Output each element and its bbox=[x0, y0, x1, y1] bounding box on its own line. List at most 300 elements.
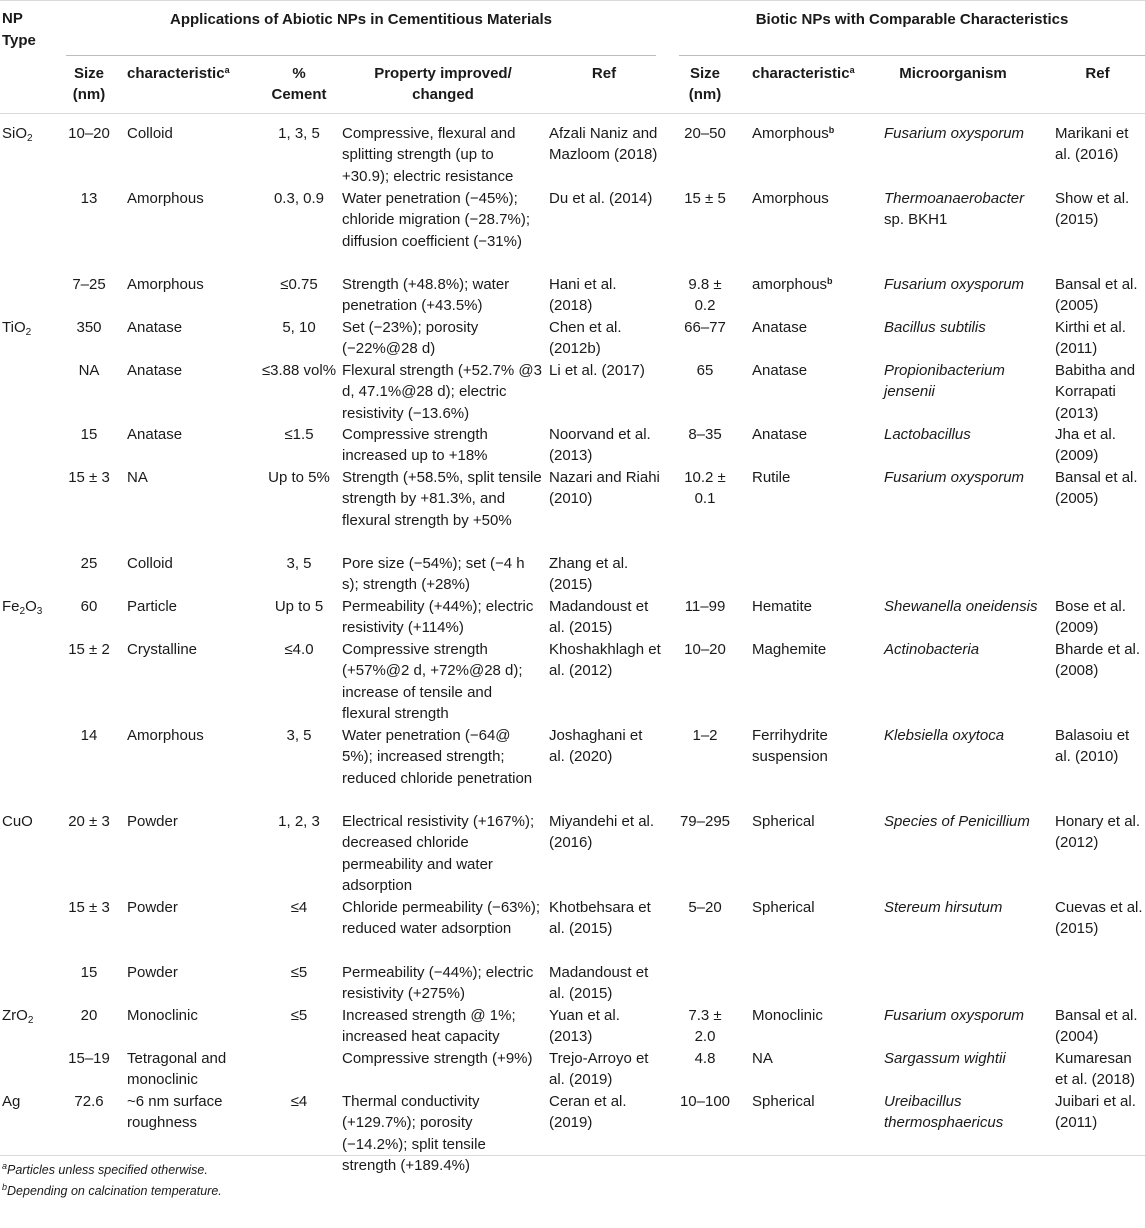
bio-size-cell bbox=[676, 639, 734, 660]
bio-size-cell bbox=[676, 1048, 734, 1069]
bio-size-cell bbox=[676, 596, 734, 617]
property-cell bbox=[342, 725, 542, 789]
cement-cell-text: ≤4 bbox=[290, 899, 308, 916]
ref-cell bbox=[549, 811, 661, 854]
size-cell bbox=[62, 897, 116, 918]
property-cell-text: Compressive strength (+9%) bbox=[342, 1050, 533, 1067]
bio-size-cell bbox=[676, 811, 734, 832]
bio-characteristic-cell bbox=[752, 811, 870, 832]
size-cell bbox=[62, 123, 116, 144]
ref-cell bbox=[549, 467, 661, 510]
property-cell bbox=[342, 123, 542, 187]
ref-cell-text: Madandoust et al. (2015) bbox=[549, 598, 649, 637]
bio-characteristic-cell bbox=[752, 360, 870, 381]
characteristic-cell-text: Anatase bbox=[127, 362, 183, 379]
cement-cell bbox=[260, 553, 338, 574]
microorganism-cell-text: Fusarium oxysporum bbox=[884, 125, 1025, 142]
ref-cell-text: Du et al. (2014) bbox=[549, 190, 653, 207]
property-cell-text: Pore size (−54%); set (−4 h s); strength (+28%) bbox=[342, 555, 525, 594]
bio-characteristic-header bbox=[752, 63, 877, 84]
size-cell bbox=[62, 1048, 116, 1069]
biotic-group-rule bbox=[679, 55, 1145, 56]
bio-size-header-line2: (nm) bbox=[688, 86, 722, 104]
np-type-label bbox=[2, 811, 60, 832]
size-cell bbox=[62, 1005, 116, 1026]
characteristic-cell-text: Colloid bbox=[127, 555, 173, 572]
property-cell bbox=[342, 553, 542, 596]
np-type-subscript: 3 bbox=[36, 606, 43, 617]
property-cell-text: Permeability (−44%); electric resistivity (+275%) bbox=[342, 964, 534, 1003]
bio-size-cell bbox=[676, 188, 734, 209]
size-cell-text: 350 bbox=[76, 319, 102, 336]
size-cell bbox=[62, 274, 116, 295]
microorganism-cell bbox=[884, 1005, 1044, 1026]
characteristic-cell bbox=[127, 553, 257, 574]
bio-ref-cell bbox=[1055, 639, 1143, 682]
property-header-line1: Property improved/ bbox=[374, 65, 512, 82]
cement-cell-text: 0.3, 0.9 bbox=[273, 190, 325, 207]
bio-ref-cell bbox=[1055, 1048, 1143, 1091]
bio-characteristic-cell bbox=[752, 1005, 870, 1026]
property-cell-text: Increased strength @ 1%; increased heat capacity bbox=[342, 1007, 516, 1046]
characteristic-cell bbox=[127, 596, 257, 617]
bio-size-cell-text: 8–35 bbox=[688, 426, 722, 443]
property-cell-text: Compressive, flexural and splitting strength (up to +30.9); electric resistance bbox=[342, 125, 516, 185]
microorganism-cell-text: Thermoanaerobacter bbox=[884, 190, 1025, 207]
microorganism-cell bbox=[884, 639, 1044, 660]
characteristic-cell-text: Colloid bbox=[127, 125, 173, 142]
property-header-line2: changed bbox=[412, 86, 474, 104]
np-type-header-line1: NP bbox=[2, 10, 23, 27]
ref-cell-text: Li et al. (2017) bbox=[549, 362, 645, 379]
property-cell-text: Chloride permeability (−63%); reduced water adsorption bbox=[342, 899, 541, 938]
bio-characteristic-header-sup: a bbox=[849, 65, 855, 75]
size-cell-text: 20 bbox=[80, 1007, 98, 1024]
np-type-subscript: 2 bbox=[27, 133, 33, 144]
property-cell-text: Set (−23%); porosity (−22%@28 d) bbox=[342, 319, 479, 358]
bio-size-cell bbox=[676, 467, 734, 510]
bio-ref-cell-text: Kumaresan et al. (2018) bbox=[1055, 1050, 1136, 1089]
size-cell bbox=[62, 360, 116, 381]
size-cell bbox=[62, 553, 116, 574]
np-type-base: SiO bbox=[2, 125, 28, 142]
np-type-label bbox=[2, 1005, 60, 1026]
bio-size-header-line1: Size bbox=[689, 65, 720, 82]
cement-cell bbox=[260, 424, 338, 445]
property-cell bbox=[342, 811, 542, 896]
characteristic-header-text: characteristic bbox=[127, 65, 225, 82]
characteristic-cell-text: Monoclinic bbox=[127, 1007, 198, 1024]
microorganism-cell bbox=[884, 274, 1044, 295]
bio-ref-cell bbox=[1055, 123, 1143, 166]
np-type-subscript: 2 bbox=[27, 1015, 34, 1026]
bio-size-cell bbox=[676, 1005, 734, 1048]
microorganism-header: Microorganism bbox=[899, 65, 1007, 82]
characteristic-cell-text: NA bbox=[127, 469, 148, 486]
bio-ref-cell bbox=[1055, 467, 1143, 510]
bio-size-cell bbox=[676, 897, 734, 918]
property-cell bbox=[342, 188, 542, 252]
characteristic-cell bbox=[127, 897, 257, 918]
bio-ref-cell-text: Marikani et al. (2016) bbox=[1055, 125, 1129, 164]
property-cell-text: Permeability (+44%); electric resistivity (+114%) bbox=[342, 598, 534, 637]
bio-characteristic-cell-text: Monoclinic bbox=[752, 1007, 823, 1024]
property-cell-text: Thermal conductivity (+129.7%); porosity (−14.2%); split tensile strength (+189.4%) bbox=[342, 1093, 486, 1174]
footnote-b bbox=[2, 1183, 222, 1199]
cement-cell-text: 1, 3, 5 bbox=[278, 125, 320, 142]
size-cell-text: 10–20 bbox=[68, 125, 110, 142]
cement-cell-text: ≤3.88 vol% bbox=[261, 362, 337, 379]
cement-cell-text: Up to 5 bbox=[274, 598, 324, 615]
footnote-a-sup: a bbox=[2, 1161, 8, 1171]
bio-size-cell bbox=[676, 1091, 734, 1112]
bio-ref-cell bbox=[1055, 317, 1143, 360]
property-cell bbox=[342, 360, 542, 424]
characteristic-cell bbox=[127, 424, 257, 445]
characteristic-cell-text: Crystalline bbox=[127, 641, 198, 658]
ref-cell bbox=[549, 962, 661, 1005]
ref-cell-text: Chen et al. (2012b) bbox=[549, 319, 622, 358]
np-type-header-line2: Type bbox=[2, 32, 36, 49]
footnote-a bbox=[2, 1162, 208, 1178]
np-type-header bbox=[2, 8, 62, 52]
bio-characteristic-cell-text: Anatase bbox=[752, 319, 808, 336]
ref-cell-text: Ceran et al. (2019) bbox=[549, 1093, 627, 1132]
ref-cell-text: Yuan et al. (2013) bbox=[549, 1007, 620, 1046]
characteristic-header-sup: a bbox=[224, 65, 230, 75]
cement-header bbox=[260, 63, 338, 106]
size-header-line1: Size bbox=[73, 65, 104, 82]
characteristic-cell-text: Anatase bbox=[127, 319, 183, 336]
cement-cell bbox=[260, 962, 338, 983]
microorganism-cell-text: Species of Penicillium bbox=[884, 813, 1030, 830]
bio-characteristic-cell-text: NA bbox=[752, 1050, 773, 1067]
size-cell-text: 60 bbox=[80, 598, 98, 615]
ref-cell bbox=[549, 274, 661, 317]
bio-characteristic-cell bbox=[752, 1048, 870, 1069]
bio-size-cell-text: 11–99 bbox=[684, 598, 726, 615]
microorganism-cell bbox=[884, 317, 1044, 338]
characteristic-cell bbox=[127, 811, 257, 832]
microorganism-cell-text: Stereum hirsutum bbox=[884, 899, 1003, 916]
bio-size-cell bbox=[676, 123, 734, 144]
ref-cell bbox=[549, 123, 661, 166]
bio-characteristic-cell-text: Amorphous bbox=[752, 190, 829, 207]
cement-cell bbox=[260, 725, 338, 746]
microorganism-cell bbox=[884, 360, 1044, 403]
table-top-rule bbox=[0, 0, 1145, 1]
property-cell-text: Strength (+58.5%, split tensile strength by +81.3%, and flexural strength by +50% bbox=[342, 469, 542, 529]
characteristic-cell bbox=[127, 123, 257, 144]
bio-characteristic-cell bbox=[752, 317, 870, 338]
bio-size-cell bbox=[676, 360, 734, 381]
property-cell-text: Compressive strength increased up to +18% bbox=[342, 426, 488, 465]
ref-cell-text: Madandoust et al. (2015) bbox=[549, 964, 649, 1003]
characteristic-cell-text: Powder bbox=[127, 813, 178, 830]
bio-size-cell-text: 79–295 bbox=[679, 813, 731, 830]
np-type-subscript: 2 bbox=[25, 327, 32, 338]
np-type-label bbox=[2, 1091, 60, 1112]
size-cell bbox=[62, 467, 116, 488]
size-cell-text: 15–19 bbox=[68, 1050, 110, 1067]
characteristic-cell-text: Powder bbox=[127, 964, 178, 981]
property-cell-text: Compressive strength (+57%@2 d, +72%@28 d); increase of tensile and flexural strength bbox=[342, 641, 523, 722]
cement-cell-text: 3, 5 bbox=[286, 555, 312, 572]
bio-characteristic-cell-text: Maghemite bbox=[752, 641, 827, 658]
ref-cell-text: Joshaghani et al. (2020) bbox=[549, 727, 643, 766]
bio-size-cell-text: 20–50 bbox=[684, 125, 726, 142]
size-cell bbox=[62, 596, 116, 617]
microorganism-cell bbox=[884, 811, 1044, 832]
size-cell-text: 14 bbox=[80, 727, 98, 744]
characteristic-cell bbox=[127, 962, 257, 983]
np-type-base: Ag bbox=[2, 1093, 21, 1110]
bio-size-cell-text: 15 ± 5 bbox=[684, 190, 726, 207]
bio-size-cell-text: 10.2 ± 0.1 bbox=[684, 469, 726, 508]
size-cell bbox=[62, 188, 116, 209]
characteristic-cell bbox=[127, 725, 257, 746]
bio-ref-cell-text: Show et al. (2015) bbox=[1055, 190, 1130, 229]
size-cell-text: 15 ± 2 bbox=[68, 641, 110, 658]
cement-cell bbox=[260, 317, 338, 338]
microorganism-cell bbox=[884, 123, 1044, 144]
size-cell-text: 13 bbox=[80, 190, 98, 207]
cement-cell-text: ≤0.75 bbox=[280, 276, 318, 293]
property-cell-text: Flexural strength (+52.7% @3 d, 47.1%@28 d); electric resistivity (−13.6%) bbox=[342, 362, 542, 422]
cement-cell-text: 3, 5 bbox=[286, 727, 312, 744]
bio-characteristic-cell-text: amorphous bbox=[752, 276, 828, 293]
microorganism-cell-text: Fusarium oxysporum bbox=[884, 1007, 1025, 1024]
ref-cell-text: Khotbehsara et al. (2015) bbox=[549, 899, 651, 938]
bio-characteristic-header-text: characteristic bbox=[752, 65, 850, 82]
abiotic-group-title: Applications of Abiotic NPs in Cementitious Materials bbox=[170, 11, 552, 28]
characteristic-cell-text: ~6 nm surface roughness bbox=[127, 1093, 223, 1132]
property-cell-text: Electrical resistivity (+167%); decreased chloride permeability and water adsorption bbox=[342, 813, 535, 894]
bio-characteristic-cell-text: Anatase bbox=[752, 426, 808, 443]
bio-size-cell bbox=[676, 424, 734, 445]
size-cell-text: 15 bbox=[80, 426, 98, 443]
bio-size-cell-text: 5–20 bbox=[688, 899, 722, 916]
bio-ref-cell bbox=[1055, 1005, 1143, 1048]
bio-characteristic-cell bbox=[752, 897, 870, 918]
bio-size-cell-text: 65 bbox=[696, 362, 714, 379]
ref-cell-text: Miyandehi et al. (2016) bbox=[549, 813, 655, 852]
np-type-label bbox=[2, 123, 60, 144]
bio-size-cell-text: 7.3 ± 2.0 bbox=[688, 1007, 722, 1046]
characteristic-cell-text: Tetragonal and monoclinic bbox=[127, 1050, 227, 1089]
ref-cell-text: Zhang et al. (2015) bbox=[549, 555, 629, 594]
ref-cell bbox=[549, 188, 661, 209]
cement-header-line2: Cement bbox=[271, 86, 327, 104]
bio-characteristic-cell bbox=[752, 123, 870, 144]
size-header-line2: (nm) bbox=[72, 86, 106, 104]
microorganism-cell bbox=[884, 1048, 1044, 1069]
bio-ref-cell-text: Bansal et al. (2005) bbox=[1055, 469, 1138, 508]
np-type-base: Fe bbox=[2, 598, 20, 615]
cement-cell-text: ≤5 bbox=[290, 1007, 308, 1024]
characteristic-header bbox=[127, 63, 257, 84]
size-cell-text: 7–25 bbox=[72, 276, 106, 293]
footnote-b-sup: b bbox=[2, 1182, 8, 1192]
np-type-mid: O bbox=[25, 598, 37, 615]
bio-ref-cell bbox=[1055, 811, 1143, 854]
microorganism-cell-text-2: sp. BKH1 bbox=[884, 211, 948, 229]
cement-cell-text: ≤4.0 bbox=[284, 641, 314, 658]
bio-ref-cell bbox=[1055, 596, 1143, 639]
microorganism-cell-text: Klebsiella oxytoca bbox=[884, 727, 1005, 744]
footnote-a-text: Particles unless specified otherwise. bbox=[7, 1163, 208, 1177]
bio-characteristic-cell-text: Hematite bbox=[752, 598, 813, 615]
characteristic-cell bbox=[127, 1005, 257, 1026]
bio-characteristic-sup: b bbox=[828, 125, 835, 135]
bio-characteristic-cell-text: Spherical bbox=[752, 1093, 815, 1110]
microorganism-cell bbox=[884, 424, 1044, 445]
header-bottom-rule bbox=[0, 113, 1145, 114]
cement-cell-text: 5, 10 bbox=[282, 319, 316, 336]
size-cell-text: 15 bbox=[80, 964, 98, 981]
bio-characteristic-cell-text: Anatase bbox=[752, 362, 808, 379]
microorganism-cell-text: Shewanella oneidensis bbox=[884, 598, 1038, 615]
size-cell bbox=[62, 725, 116, 746]
ref-cell bbox=[549, 360, 661, 381]
cement-cell bbox=[260, 467, 338, 488]
characteristic-cell bbox=[127, 1091, 257, 1134]
np-type-subscript: 2 bbox=[19, 606, 26, 617]
bio-size-cell bbox=[676, 317, 734, 338]
bio-ref-cell-text: Bharde et al. (2008) bbox=[1055, 641, 1141, 680]
bio-ref-cell-text: Balasoiu et al. (2010) bbox=[1055, 727, 1130, 766]
cement-cell-text: 1, 2, 3 bbox=[278, 813, 320, 830]
np-type-label bbox=[2, 317, 60, 338]
bio-characteristic-cell-text: Amorphous bbox=[752, 125, 829, 142]
bio-characteristic-cell-text: Spherical bbox=[752, 899, 815, 916]
cement-cell bbox=[260, 1005, 338, 1026]
ref-cell-text: Hani et al. (2018) bbox=[549, 276, 617, 315]
ref-header: Ref bbox=[591, 65, 617, 82]
cement-cell-text: Up to 5% bbox=[268, 469, 330, 486]
microorganism-cell-text: Sargassum wightii bbox=[884, 1050, 1006, 1067]
np-type-base: ZrO bbox=[2, 1007, 28, 1024]
size-cell-text: 72.6 bbox=[74, 1093, 104, 1110]
characteristic-cell-text: Powder bbox=[127, 899, 178, 916]
cement-cell bbox=[260, 1091, 338, 1112]
ref-cell-text: Noorvand et al. (2013) bbox=[549, 426, 651, 465]
bio-ref-cell-text: Bansal et al. (2004) bbox=[1055, 1007, 1138, 1046]
size-cell bbox=[62, 317, 116, 338]
ref-cell bbox=[549, 897, 661, 940]
np-type-label bbox=[2, 596, 60, 617]
ref-cell-text: Nazari and Riahi (2010) bbox=[549, 469, 660, 508]
characteristic-cell-text: Amorphous bbox=[127, 190, 204, 207]
bio-size-cell bbox=[676, 274, 734, 317]
property-cell bbox=[342, 274, 542, 317]
microorganism-cell-text: Actinobacteria bbox=[884, 641, 980, 658]
microorganism-cell-text: Fusarium oxysporum bbox=[884, 469, 1025, 486]
bio-characteristic-cell-text: Rutile bbox=[752, 469, 791, 486]
ref-cell bbox=[549, 596, 661, 639]
bio-characteristic-cell-text: Spherical bbox=[752, 813, 815, 830]
bio-ref-cell-text: Honary et al. (2012) bbox=[1055, 813, 1141, 852]
characteristic-cell bbox=[127, 639, 257, 660]
bio-characteristic-cell bbox=[752, 639, 870, 660]
ref-cell bbox=[549, 1048, 661, 1091]
bio-size-cell-text: 10–100 bbox=[679, 1093, 731, 1110]
size-cell-text: NA bbox=[78, 362, 100, 379]
bio-ref-cell bbox=[1055, 897, 1143, 940]
bio-ref-cell bbox=[1055, 188, 1143, 231]
characteristic-cell bbox=[127, 1048, 257, 1091]
characteristic-cell-text: Amorphous bbox=[127, 727, 204, 744]
bio-size-header bbox=[676, 63, 734, 106]
property-cell bbox=[342, 467, 542, 531]
characteristic-cell-text: Amorphous bbox=[127, 276, 204, 293]
characteristic-cell bbox=[127, 467, 257, 488]
ref-cell-text: Khoshakhlagh et al. (2012) bbox=[549, 641, 661, 680]
characteristic-cell-text: Anatase bbox=[127, 426, 183, 443]
bio-ref-cell-text: Bose et al. (2009) bbox=[1055, 598, 1126, 637]
bio-ref-header: Ref bbox=[1085, 65, 1110, 82]
bio-size-cell-text: 9.8 ± 0.2 bbox=[688, 276, 722, 315]
property-cell-text: Strength (+48.8%); water penetration (+43.5%) bbox=[342, 276, 510, 315]
bio-size-cell-text: 66–77 bbox=[684, 319, 726, 336]
bio-ref-cell-text: Bansal et al. (2005) bbox=[1055, 276, 1138, 315]
microorganism-cell-text: Ureibacillus thermosphaericus bbox=[884, 1093, 1004, 1132]
cement-cell bbox=[260, 596, 338, 617]
bio-ref-cell bbox=[1055, 725, 1143, 768]
property-cell bbox=[342, 1091, 542, 1176]
property-cell bbox=[342, 317, 542, 360]
bio-characteristic-cell bbox=[752, 424, 870, 445]
size-cell bbox=[62, 639, 116, 660]
ref-cell bbox=[549, 553, 661, 596]
property-cell bbox=[342, 1048, 542, 1069]
bio-characteristic-cell bbox=[752, 725, 870, 768]
bio-ref-cell bbox=[1055, 274, 1143, 317]
microorganism-cell-text: Propionibacterium jensenii bbox=[884, 362, 1005, 401]
microorganism-cell bbox=[884, 596, 1044, 617]
bio-size-cell-text: 4.8 bbox=[694, 1050, 716, 1067]
cement-cell bbox=[260, 123, 338, 144]
cement-cell bbox=[260, 811, 338, 832]
bio-size-cell bbox=[676, 725, 734, 746]
property-header bbox=[338, 63, 548, 106]
property-cell bbox=[342, 424, 542, 467]
ref-cell bbox=[549, 1005, 661, 1048]
np-type-base: CuO bbox=[2, 813, 33, 830]
biotic-group-title: Biotic NPs with Comparable Characteristics bbox=[755, 11, 1069, 28]
microorganism-cell bbox=[884, 188, 1044, 231]
microorganism-cell-text: Bacillus subtilis bbox=[884, 319, 986, 336]
np-type-base: TiO bbox=[2, 319, 26, 336]
size-cell-text: 25 bbox=[80, 555, 98, 572]
bio-size-cell-text: 10–20 bbox=[684, 641, 726, 658]
characteristic-cell bbox=[127, 360, 257, 381]
property-cell-text: Water penetration (−64@ 5%); increased strength; reduced chloride penetration bbox=[342, 727, 533, 787]
bio-characteristic-cell-text: Ferrihydrite suspension bbox=[752, 727, 828, 766]
cement-cell bbox=[260, 639, 338, 660]
ref-cell bbox=[549, 725, 661, 768]
cement-cell bbox=[260, 360, 338, 381]
ref-cell-text: Afzali Naniz and Mazloom (2018) bbox=[549, 125, 658, 164]
size-cell bbox=[62, 962, 116, 983]
bio-ref-cell-text: Jha et al. (2009) bbox=[1055, 426, 1116, 465]
abiotic-group-rule bbox=[66, 55, 656, 56]
microorganism-cell bbox=[884, 467, 1044, 488]
cement-header-line1: % bbox=[292, 65, 306, 82]
bio-characteristic-cell bbox=[752, 188, 870, 209]
ref-cell bbox=[549, 317, 661, 360]
cement-cell-text: ≤4 bbox=[290, 1093, 308, 1110]
